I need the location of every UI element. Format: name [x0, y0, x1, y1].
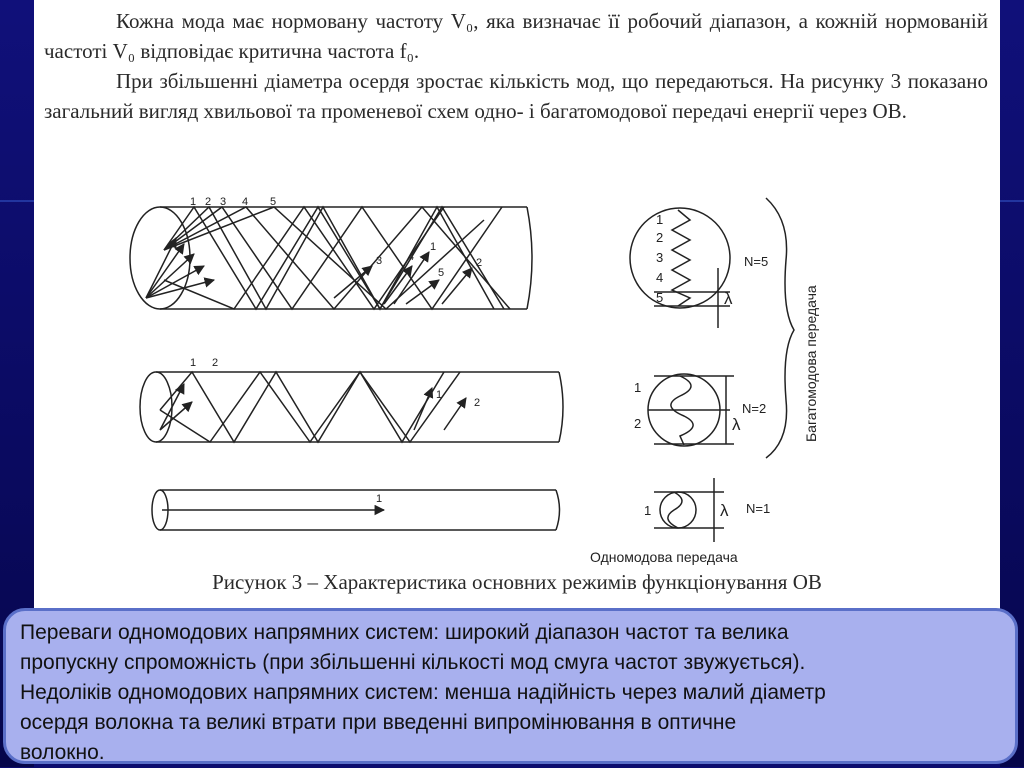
svg-text:2: 2	[212, 357, 219, 369]
callout-line: пропускну спроможність (при збільшенні кількості мод смуга частот звужується).	[20, 651, 806, 674]
cross-section-n2-labels	[634, 380, 766, 434]
svg-text:2: 2	[205, 196, 212, 208]
svg-text:2: 2	[634, 416, 642, 431]
multimode-label: Багатомодова передача	[803, 285, 819, 442]
fiber-middle-arrows	[160, 384, 466, 430]
callout-line: осердя волокна та великі втрати при введенні випромінювання в оптичне	[20, 711, 737, 734]
cross-section-n1	[654, 478, 724, 542]
svg-text:3: 3	[220, 196, 227, 208]
svg-text:3: 3	[376, 255, 383, 267]
figure-3	[34, 180, 1000, 612]
svg-text:5: 5	[656, 290, 664, 305]
svg-text:1: 1	[190, 357, 197, 369]
multimode-brace	[766, 198, 794, 458]
paragraph-2: При збільшенні діаметра осердя зростає кількість мод, що передаються. На рисунку 3 показано загальний вигляд хвильової та променевої схем одно- і багатомодової передачі енергії через ОВ.	[44, 69, 988, 123]
svg-text:λ: λ	[732, 415, 741, 434]
svg-text:5: 5	[270, 196, 277, 208]
paragraph-1: Кожна мода має нормовану частоту V₀, яка визначає її робочий діапазон, а кожній нормованій частоті V₀ відповідає критична частота f₀.	[44, 9, 988, 63]
fiber-bottom-label: 1	[376, 493, 383, 505]
document-page	[34, 0, 1000, 612]
fiber-mode-diagram	[34, 180, 1000, 580]
cross-section-n5	[630, 208, 730, 328]
cross-section-n2	[648, 374, 734, 446]
summary-callout	[3, 608, 1018, 764]
svg-text:1: 1	[436, 389, 443, 401]
decorative-line-right	[1000, 200, 1024, 202]
svg-text:N=5: N=5	[744, 254, 769, 269]
svg-text:N=2: N=2	[742, 401, 767, 416]
fiber-middle	[140, 372, 563, 442]
svg-text:1: 1	[190, 196, 197, 208]
document-text	[44, 6, 988, 126]
figure-caption: Рисунок 3 – Характеристика основних режимів функціонування ОВ	[212, 570, 822, 594]
cross-section-n5-labels	[656, 212, 768, 308]
callout-line: Недоліків одномодових напрямних систем: менша надійність через малий діаметр	[20, 681, 826, 704]
cross-section-n1-labels	[644, 501, 770, 520]
svg-text:λ: λ	[720, 501, 729, 520]
svg-text:λ: λ	[724, 289, 733, 308]
svg-text:1: 1	[430, 241, 437, 253]
svg-text:4: 4	[242, 196, 249, 208]
decorative-line-left	[0, 200, 34, 202]
svg-text:2: 2	[476, 257, 483, 269]
svg-text:5: 5	[438, 267, 445, 279]
singlemode-label: Одномодова передача	[590, 549, 738, 565]
svg-text:N=1: N=1	[746, 501, 771, 516]
fiber-bottom	[152, 490, 560, 530]
svg-text:1: 1	[656, 212, 664, 227]
svg-text:2: 2	[656, 230, 664, 245]
svg-text:1: 1	[644, 503, 652, 518]
svg-text:3: 3	[656, 250, 664, 265]
callout-line: Переваги одномодових напрямних систем: широкий діапазон частот та велика	[20, 621, 789, 644]
svg-text:4: 4	[408, 251, 415, 263]
svg-text:4: 4	[656, 270, 664, 285]
svg-text:1: 1	[634, 380, 642, 395]
svg-text:2: 2	[474, 397, 481, 409]
callout-line: волокно.	[20, 741, 105, 764]
fiber-top-arrows	[146, 238, 472, 304]
